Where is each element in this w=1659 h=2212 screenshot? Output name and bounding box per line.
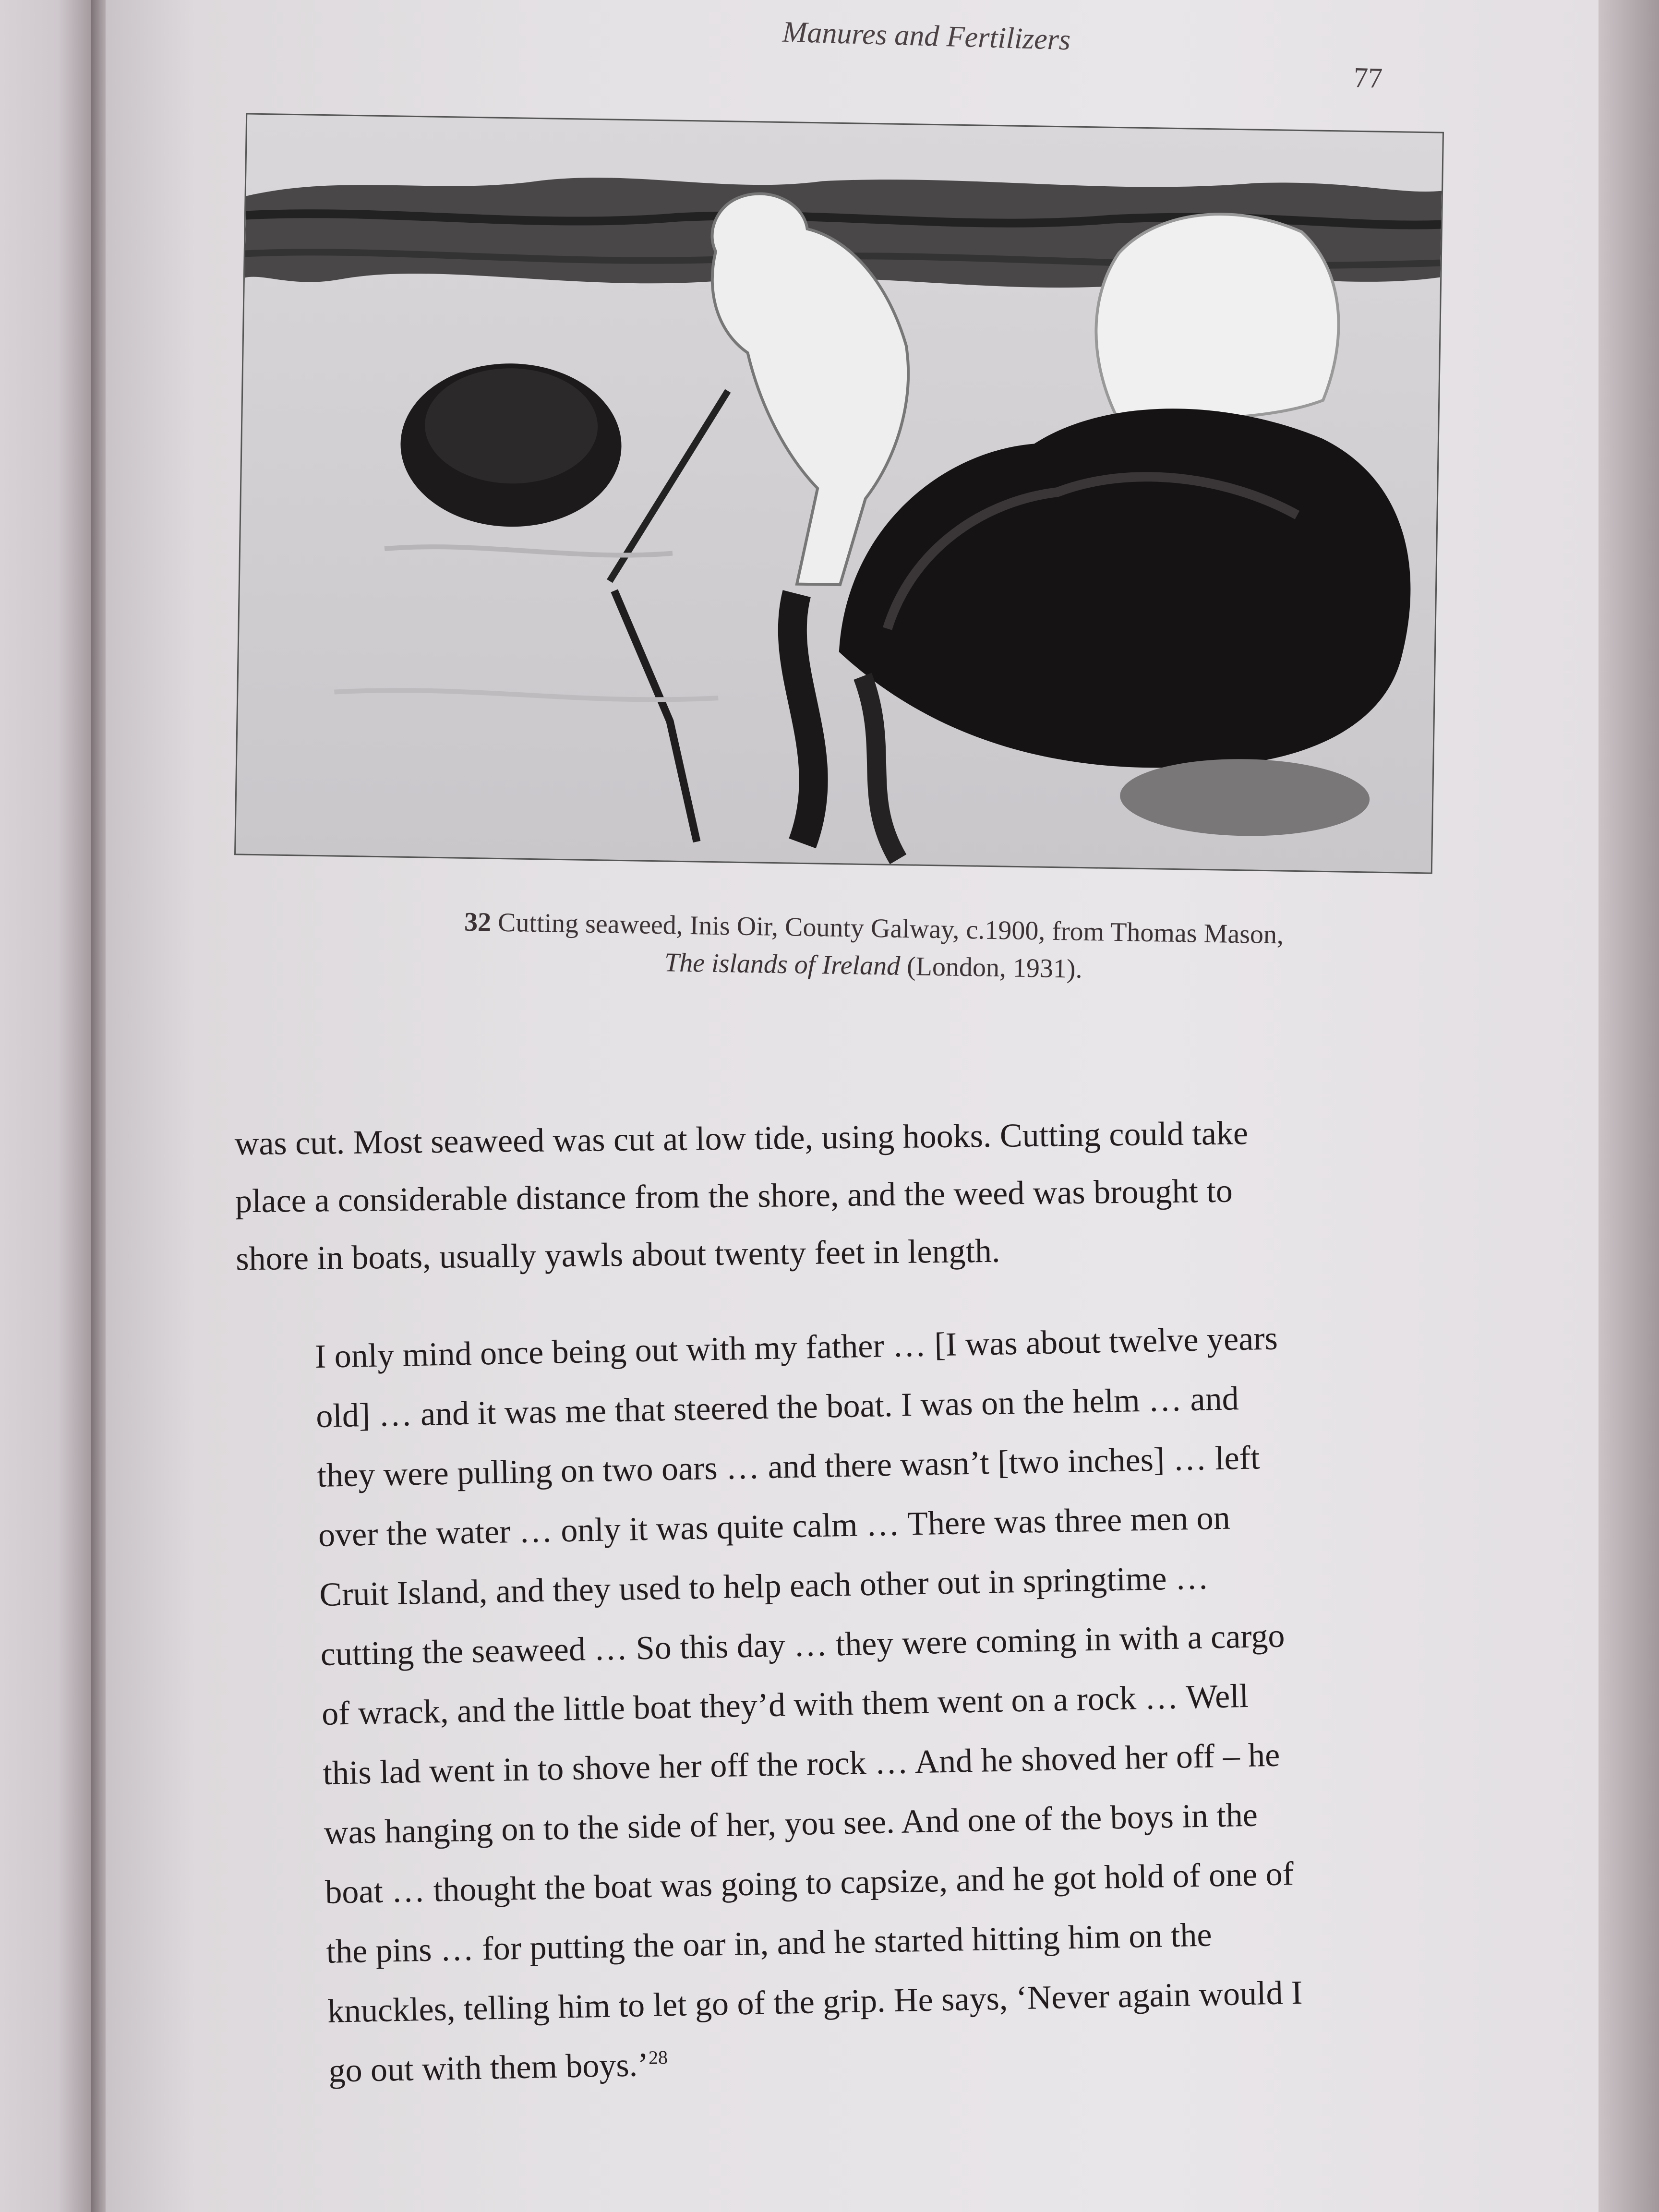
block-quote	[314, 1303, 1577, 2101]
page-number: 77	[1353, 61, 1383, 94]
facing-page-edge	[0, 0, 96, 2212]
quote-line: Cruit Island, and they used to help each other out in springtime …	[319, 1559, 1209, 1613]
running-head: Manures and Fertilizers	[781, 15, 1071, 57]
quote-line: this lad went in to shove her off the rock … And he shoved her off – he	[322, 1736, 1280, 1792]
body-line: place a considerable distance from the shore, and the weed was brought to	[235, 1172, 1233, 1220]
body-line: was cut. Most seaweed was cut at low tide, using hooks. Cutting could take	[234, 1115, 1249, 1163]
quote-last-text: go out with them boys.’	[328, 2046, 649, 2090]
quote-line: old] … and it was me that steered the boat. I was on the helm … and	[315, 1380, 1239, 1435]
page-edge-right	[1599, 0, 1659, 2212]
caption-figure-number: 32	[464, 907, 492, 938]
book-page	[106, 0, 1599, 2212]
quote-line: of wrack, and the little boat they’d with them went on a rock … Well	[321, 1677, 1249, 1732]
caption-text: Cutting seaweed, Inis Oir, County Galway, c.1900, from Thomas Mason,	[497, 907, 1284, 950]
caption-publication: (London, 1931).	[906, 951, 1083, 984]
quote-line: over the water … only it was quite calm … There was three men on	[318, 1499, 1231, 1554]
figure-photo	[234, 113, 1444, 874]
body-paragraph	[234, 1103, 1465, 1288]
body-line: shore in boats, usually yawls about twenty feet in length.	[235, 1232, 1000, 1278]
quote-line: the pins … for putting the oar in, and he started hitting him on the	[326, 1916, 1213, 1971]
footnote-reference: 28	[648, 2046, 668, 2068]
quote-line: I only mind once being out with my father … [I was about twelve years	[314, 1320, 1278, 1376]
quote-line: they were pulling on two oars … and there wasn’t [two inches] … left	[316, 1439, 1261, 1495]
seaweed-cutting-photo-icon	[236, 115, 1443, 873]
caption-book-title: The islands of Ireland	[664, 948, 901, 981]
quote-line: was hanging on to the side of her, you see. And one of the boys in the	[324, 1796, 1258, 1851]
quote-line: knuckles, telling him to let go of the grip. He says, ‘Never again would I	[327, 1974, 1303, 2030]
figure-caption	[297, 901, 1450, 994]
quote-line: boat … thought the boat was going to capsize, and he got hold of one of	[325, 1855, 1294, 1911]
quote-line: cutting the seaweed … So this day … they were coming in with a cargo	[320, 1617, 1285, 1673]
